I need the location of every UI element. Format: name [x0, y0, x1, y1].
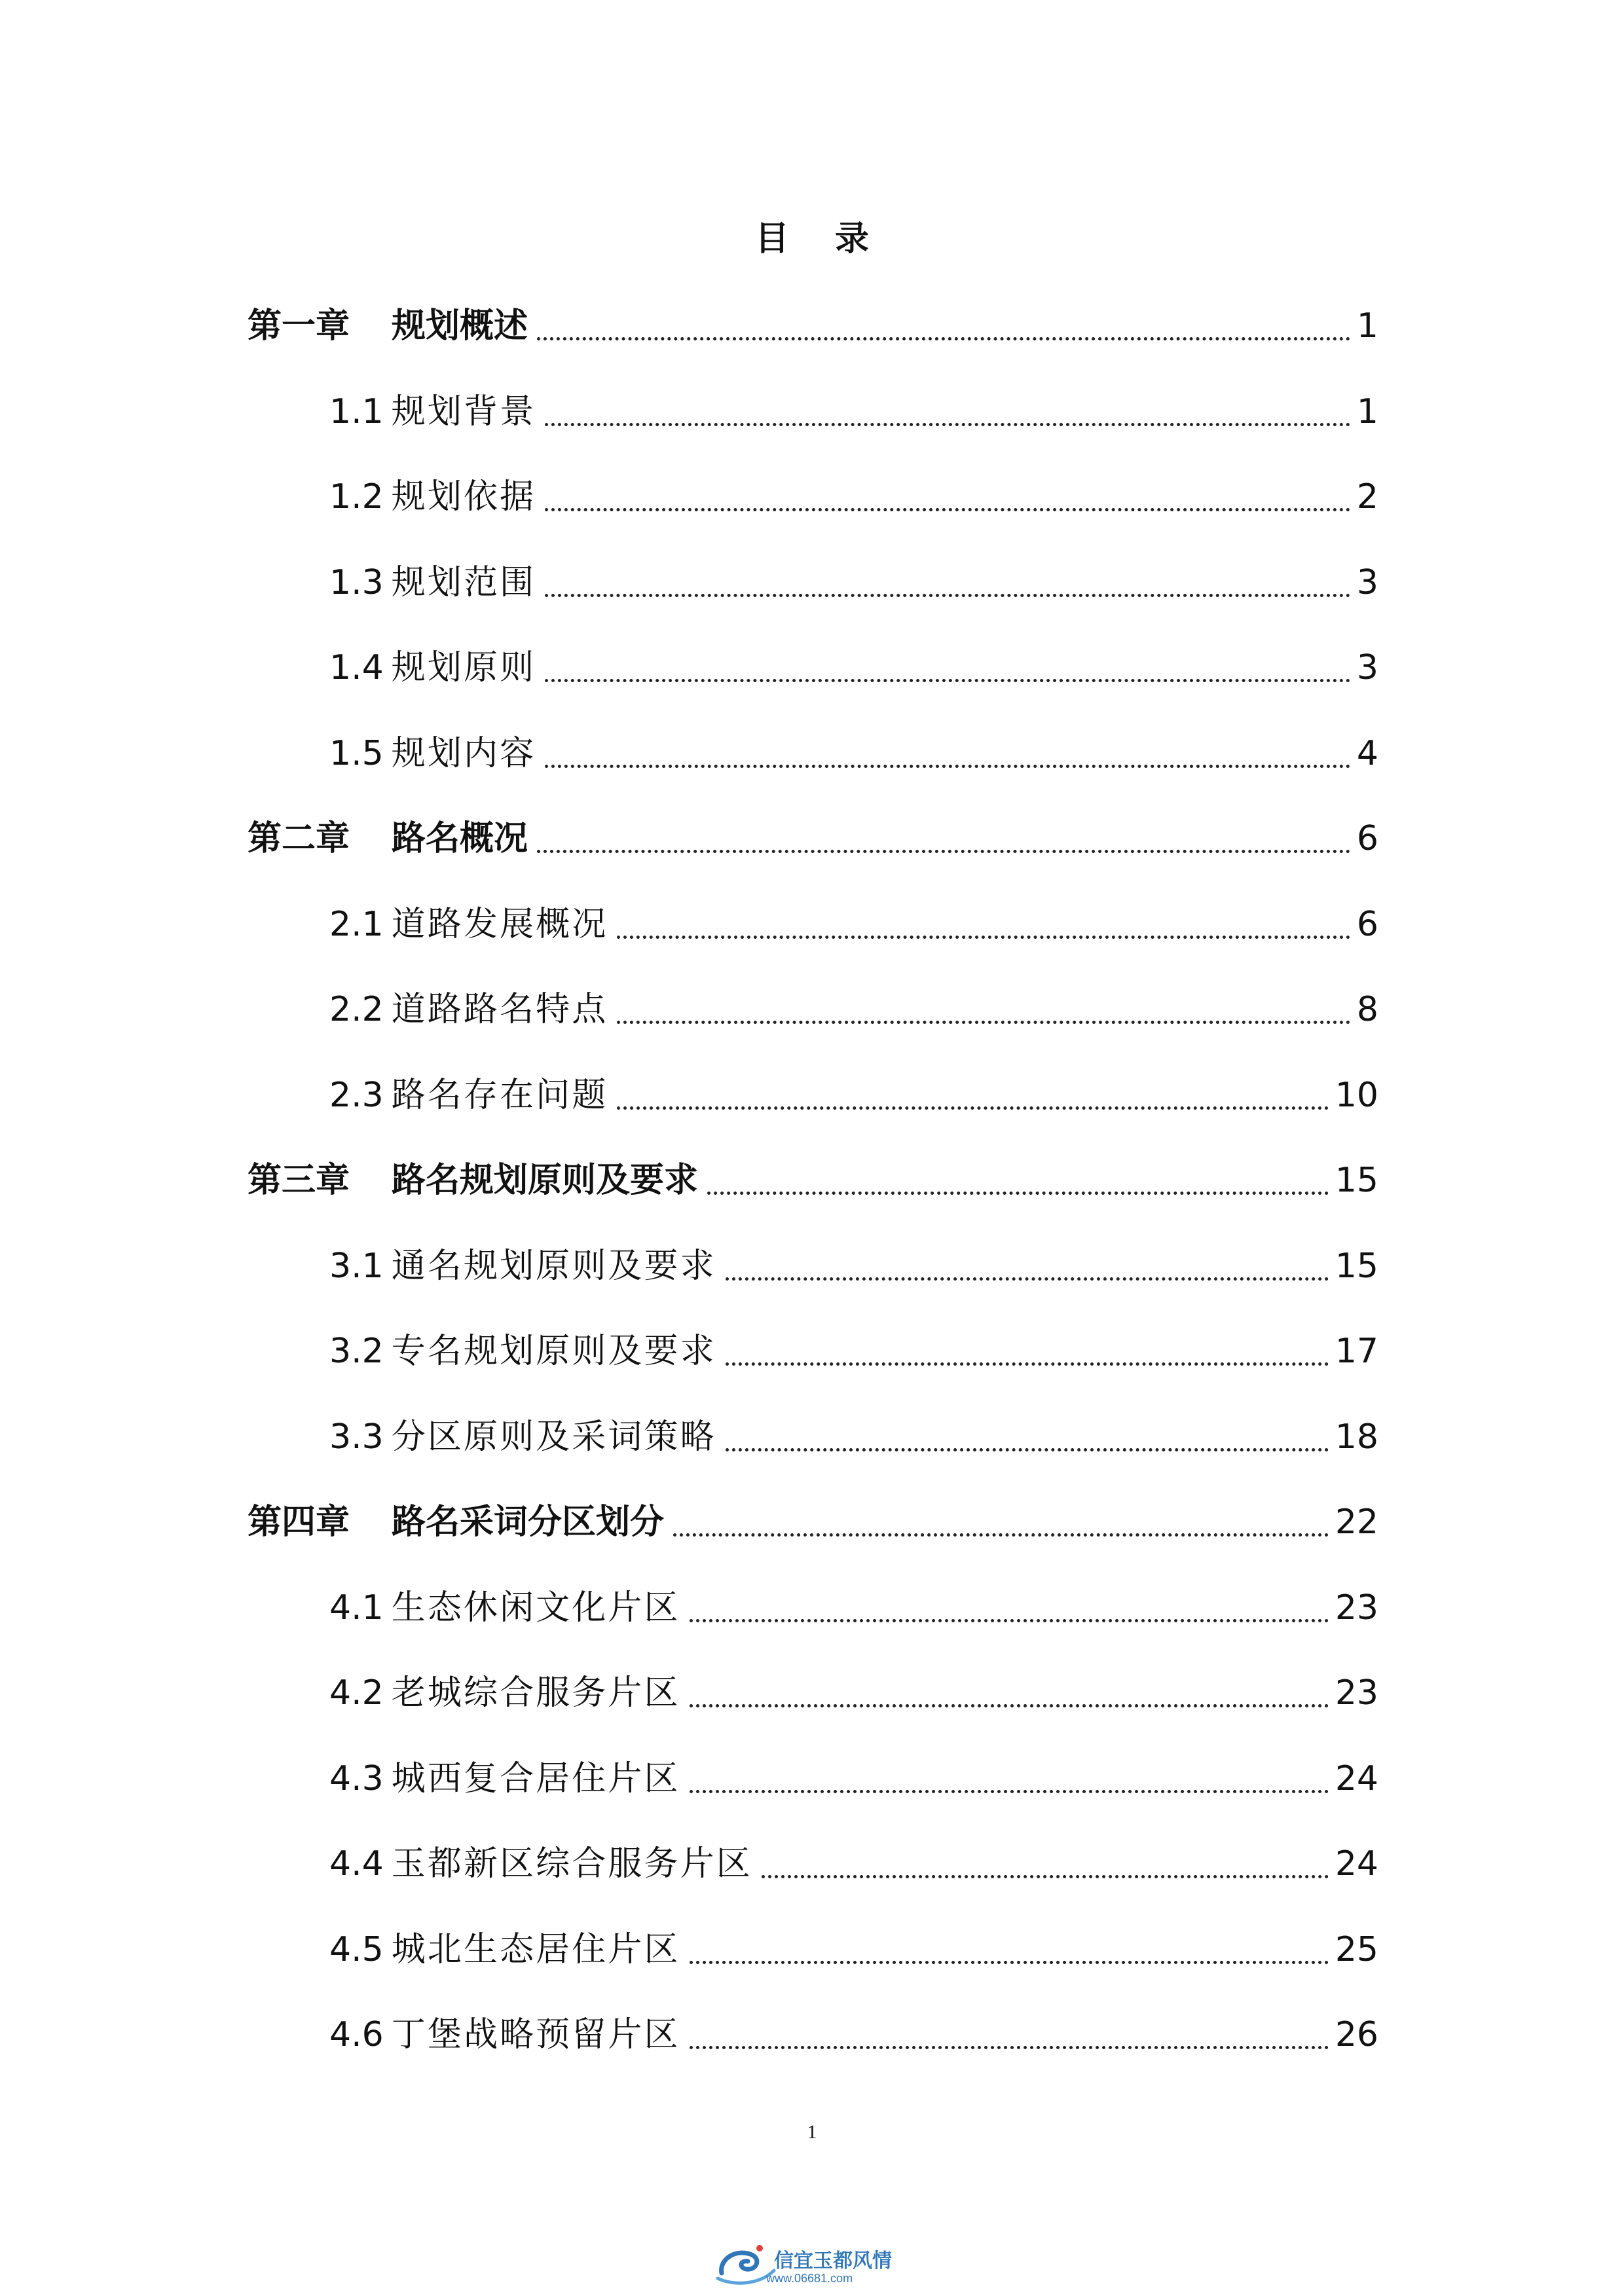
toc-dot-leader: [545, 594, 1350, 597]
toc-section-entry[interactable]: [329, 2009, 1378, 2061]
toc-page-number: 6: [1356, 905, 1378, 944]
toc-section-entry[interactable]: [329, 1923, 1378, 1976]
toc-entry-number: 4.6: [329, 2015, 384, 2054]
toc-dot-leader: [537, 337, 1350, 340]
toc-entry-title: 规划原则: [391, 648, 536, 687]
toc-entry-title: 城北生态居住片区: [391, 1930, 680, 1969]
toc-section-entry[interactable]: [329, 386, 1378, 438]
toc-section-entry[interactable]: [329, 983, 1378, 1036]
toc-entry-title: 城西复合居住片区: [391, 1759, 680, 1798]
toc-dot-leader: [690, 1790, 1329, 1793]
toc-entry-title: 分区原则及采词策略: [391, 1417, 716, 1457]
toc-page-number: 18: [1335, 1417, 1378, 1457]
toc-page-number: 3: [1356, 563, 1378, 602]
toc-dot-leader: [617, 936, 1350, 939]
toc-entry-title: 规划概述: [392, 306, 528, 346]
toc-entry-title: 生态休闲文化片区: [391, 1588, 680, 1628]
toc-entry-title: 通名规划原则及要求: [391, 1247, 716, 1286]
toc-entry-number: 1.2: [329, 477, 384, 517]
toc-entry-title: 路名存在问题: [391, 1076, 608, 1115]
toc-entry-number: 2.2: [329, 990, 384, 1029]
toc-title: 目 录: [754, 219, 887, 259]
toc-entry-title: 路名采词分区划分: [392, 1503, 665, 1542]
toc-entry-title: 规划依据: [391, 477, 536, 517]
toc-entry-title: 专名规划原则及要求: [391, 1332, 716, 1371]
toc-page-number: 23: [1335, 1588, 1378, 1628]
toc-entry-number: 第四章: [248, 1503, 350, 1542]
toc-page-number: 24: [1335, 1844, 1378, 1884]
toc-page-number: 8: [1356, 990, 1378, 1029]
toc-page-number: 1: [1356, 306, 1378, 346]
toc-entry-number: 2.1: [329, 905, 384, 944]
toc-entry-number: 1.3: [329, 563, 384, 602]
toc-entry-number: 1.1: [329, 392, 384, 431]
toc-entry-number: 4.4: [329, 1844, 384, 1884]
toc-dot-leader: [617, 1106, 1328, 1110]
toc-dot-leader: [617, 1021, 1350, 1024]
toc-entry-number: 4.5: [329, 1930, 384, 1969]
toc-entry-number: 第一章: [248, 306, 350, 346]
toc-entry-number: 2.3: [329, 1076, 384, 1115]
toc-page-number: 3: [1356, 648, 1378, 687]
toc-dot-leader: [537, 850, 1350, 853]
toc-section-entry[interactable]: [329, 1325, 1378, 1377]
toc-dot-leader: [690, 1619, 1329, 1622]
toc-section-entry[interactable]: [329, 556, 1378, 609]
page-number: 1: [807, 2121, 817, 2143]
toc-page-number: 4: [1356, 734, 1378, 773]
toc-section-entry[interactable]: [329, 1582, 1378, 1634]
toc-dot-leader: [726, 1362, 1329, 1366]
toc-dot-leader: [762, 1875, 1329, 1878]
toc-entry-number: 3.1: [329, 1247, 384, 1286]
toc-dot-leader: [690, 2046, 1329, 2049]
toc-chapter-entry[interactable]: [248, 1154, 1378, 1207]
toc-entry-title: 老城综合服务片区: [391, 1673, 680, 1713]
toc-dot-leader: [690, 1961, 1329, 1964]
toc-entry-number: 4.3: [329, 1759, 384, 1798]
toc-entry-number: 3.2: [329, 1332, 384, 1371]
toc-chapter-entry[interactable]: [248, 812, 1378, 865]
toc-chapter-entry[interactable]: [248, 300, 1378, 352]
toc-dot-leader: [545, 423, 1350, 426]
toc-entry-title: 道路路名特点: [391, 990, 608, 1029]
toc-section-entry[interactable]: [329, 1667, 1378, 1719]
toc-dot-leader: [673, 1533, 1329, 1537]
toc-entry-title: 道路发展概况: [391, 905, 608, 944]
toc-page-number: 15: [1335, 1247, 1378, 1286]
toc-entry-title: 玉都新区综合服务片区: [391, 1844, 752, 1884]
toc-entry-number: 3.3: [329, 1417, 384, 1457]
toc-entry-number: 第二章: [248, 819, 350, 858]
toc-entry-title: 规划范围: [391, 563, 536, 602]
toc-entry-title: 规划背景: [391, 392, 536, 431]
toc-dot-leader: [545, 765, 1350, 768]
toc-dot-leader: [545, 508, 1350, 511]
toc-entry-title: 路名概况: [392, 819, 528, 858]
toc-section-entry[interactable]: [329, 471, 1378, 523]
watermark: [714, 2239, 910, 2288]
toc-entry-number: 第三章: [248, 1161, 350, 1200]
toc-chapter-entry[interactable]: [248, 1496, 1378, 1548]
toc-page-number: 26: [1335, 2015, 1378, 2054]
toc-section-entry[interactable]: [329, 1838, 1378, 1890]
toc-section-entry[interactable]: [329, 1753, 1378, 1805]
toc-section-entry[interactable]: [329, 1411, 1378, 1463]
toc-dot-leader: [726, 1277, 1329, 1281]
toc-page-number: 25: [1335, 1930, 1378, 1969]
toc-section-entry[interactable]: [329, 1069, 1378, 1121]
toc-dot-leader: [545, 679, 1350, 682]
toc-section-entry[interactable]: [329, 727, 1378, 780]
toc-page-number: 22: [1335, 1503, 1378, 1542]
toc-entry-number: 4.2: [329, 1673, 384, 1713]
toc-entry-number: 4.1: [329, 1588, 384, 1628]
toc-page-number: 24: [1335, 1759, 1378, 1798]
toc-section-entry[interactable]: [329, 642, 1378, 694]
toc-entry-title: 路名规划原则及要求: [392, 1161, 699, 1200]
toc-section-entry[interactable]: [329, 1240, 1378, 1292]
toc-entry-title: 丁堡战略预留片区: [391, 2015, 680, 2054]
watermark-title: 信宜玉都风情: [774, 2250, 892, 2272]
toc-page-number: 23: [1335, 1673, 1378, 1713]
toc-entry-number: 1.4: [329, 648, 384, 687]
watermark-url: www.06681.com: [766, 2272, 853, 2285]
toc-page-number: 1: [1356, 392, 1378, 431]
toc-page-number: 10: [1335, 1076, 1378, 1115]
toc-dot-leader: [690, 1704, 1329, 1707]
toc-page-number: 6: [1356, 819, 1378, 858]
toc-page-number: 2: [1356, 477, 1378, 517]
toc-entry-title: 规划内容: [391, 734, 536, 773]
toc-page-number: 15: [1335, 1161, 1378, 1200]
toc-page-number: 17: [1335, 1332, 1378, 1371]
toc-section-entry[interactable]: [329, 898, 1378, 951]
toc-entry-number: 1.5: [329, 734, 384, 773]
toc-dot-leader: [707, 1192, 1329, 1195]
toc-dot-leader: [726, 1448, 1329, 1451]
